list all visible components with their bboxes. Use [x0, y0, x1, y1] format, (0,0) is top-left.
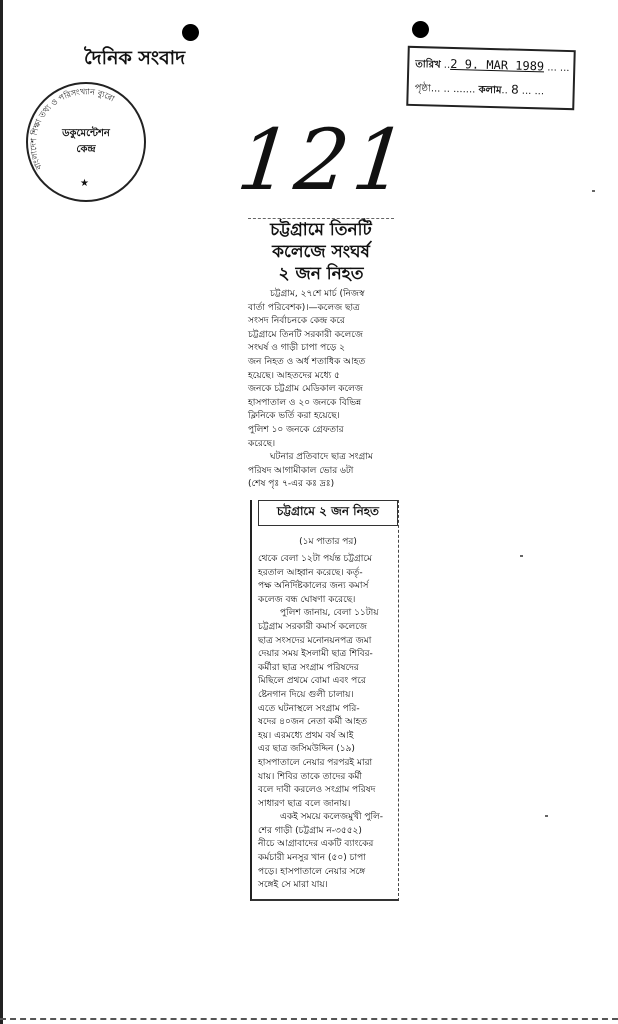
article-line: চট্টগ্রাম, ২৭শে মার্চ (নিজস্ব: [270, 289, 365, 299]
article-line: চট্টগ্রামে তিনটি সরকারী কলেজে: [248, 329, 363, 340]
article-line: নীচে আগ্রাবাদের একটি ব্যাংকের: [258, 839, 374, 850]
article-line: পুলিশ জানায়, বেলা ১১টায়: [280, 608, 379, 619]
article-line: জনকে চট্টগ্রাম মেডিকাল কলেজ: [248, 384, 363, 395]
scan-bottom-edge: [0, 1018, 618, 1020]
dotted-leader: ... .. .......: [430, 83, 476, 96]
article-line: ঘটনার প্রতিবাদে ছাত্র সংগ্রাম: [270, 452, 373, 463]
article-line: জন নিহত ও অর্ধ শতাধিক আহত: [248, 356, 366, 367]
scan-speck: [520, 555, 523, 557]
dotted-leader: ..: [443, 59, 451, 71]
article-line: চট্টগ্রাম সরকারী কমার্স কলেজে: [258, 621, 367, 632]
article-line: সঙ্গেই সে মারা যায়।: [258, 880, 328, 891]
documentation-center-stamp: [26, 82, 146, 202]
dotted-leader: ... ...: [543, 62, 570, 75]
scan-left-edge: [0, 0, 3, 1024]
article-line: সংঘর্ষ ও গাড়ী চাপা পড়ে ২: [248, 343, 345, 354]
continuation-body: [258, 553, 398, 893]
page-label: পৃষ্ঠা: [414, 83, 432, 95]
article-line: ষ্টেনগান দিয়ে গুলী চালায়।: [258, 689, 354, 700]
article-line: ছাত্র সংসদের মনোনয়নপত্র জমা: [258, 635, 372, 646]
article-line: কর্মচারী মনসুর খান (৫০) চাপা: [258, 853, 366, 864]
article-line: সাধারণ ছাত্র বলে জানায়।: [258, 798, 351, 809]
article-line: থেকে বেলা ১২টা পর্যন্ত চট্টগ্রামে: [258, 554, 373, 564]
article-line: যায়। শিবির তাকে তাদের কর্মী: [258, 771, 362, 782]
headline-line: কলেজে সংঘর্ষ: [272, 242, 370, 262]
dotted-leader: ..: [501, 85, 508, 97]
column-value: 8: [510, 82, 519, 97]
dotted-leader: ... ...: [518, 85, 545, 98]
headline-line: ২ জন নিহত: [278, 264, 364, 284]
article-body: [248, 288, 394, 492]
article-line: এতে ঘটনাস্থলে সংগ্রাম পরি-: [258, 703, 360, 714]
article-line: পক্ষ অনির্দিষ্টকালের জন্য কমার্স: [258, 581, 369, 592]
punch-hole-left: [182, 24, 199, 41]
scan-speck: [592, 190, 595, 192]
newspaper-name: দৈনিক সংবাদ: [84, 47, 186, 69]
continuation-subtitle: (১ম পাতার পর): [299, 537, 357, 547]
punch-hole-right: [412, 21, 429, 38]
article-line: হাসপাতাল ও ২০ জনকে বিভিন্ন: [248, 397, 362, 408]
article-line: হয়। এরমধ্যে প্রথম বর্ষ আই: [258, 730, 354, 741]
column-label: কলাম: [478, 84, 502, 97]
article-line: মিছিলে প্রথমে বোমা এবং পরে: [258, 676, 366, 687]
article-line: হয়েছে। আহতদের মধ্যে ৫: [248, 370, 340, 381]
headline-line: চট্টগ্রামে তিনটি: [270, 220, 372, 240]
article-line: ষদের ৪০জন নেতা কর্মী আহত: [258, 717, 368, 728]
article-line: (শেষ পৃঃ ৭-এর কঃ দ্রঃ): [248, 479, 335, 490]
article-line: পড়ে। হাসপাতালে নেয়ার সঙ্গে: [258, 866, 366, 877]
date-stamp-box: [406, 46, 576, 110]
article-headline: [248, 218, 394, 285]
stamp-center-line2: কেন্দ্র: [76, 144, 96, 155]
article-line: বার্তা পরিবেশক)।—কলেজ ছাত্র: [248, 302, 360, 313]
article-line: সংসদ নির্বাচনকে কেন্দ্র করে: [248, 316, 345, 327]
article-line: হরতাল আহ্বান করেছে। কর্তৃ-: [258, 567, 363, 578]
handwritten-page-number: 121: [232, 111, 416, 209]
article-line: বলে দাবী করলেও সংগ্রাম পরিষদ: [258, 785, 376, 796]
continuation-title: চট্টগ্রামে ২ জন নিহত: [258, 500, 398, 526]
article-line: শের গাড়ী (চট্টগ্রাম ন-৩৫৫২): [258, 825, 362, 836]
article-line: পুলিশ ১০ জনকে গ্রেফতার: [248, 424, 344, 435]
svg-text:বাংলাদেশ শিক্ষা তথ্য ও পরিসংখ্: বাংলাদেশ শিক্ষা তথ্য ও পরিসংখ্যান ব্যুরো: [28, 87, 116, 171]
article-line: করেছে।: [248, 438, 276, 449]
article-line: কর্মীরা ছাত্র সংগ্রাম পরিষদের: [258, 662, 359, 673]
date-value: 2 9. MAR 1989: [450, 56, 545, 74]
article-line: হাসপাতালে নেয়ার পরপরই মারা: [258, 757, 373, 768]
article-line: কলেজ বন্ধ ঘোষণা করেছে।: [258, 594, 356, 605]
article-line: দেয়ার সময় ইসলামী ছাত্র শিবির-: [258, 649, 373, 660]
stamp-star-icon: ★: [80, 178, 89, 189]
article-line: এর ছাত্র জসিমউদ্দিন (১৯): [258, 744, 355, 755]
date-label: তারিখ: [415, 59, 441, 71]
news-clipping: [248, 218, 394, 492]
article-line: পরিষদ আগামীকাল ভোর ৬টা: [248, 465, 354, 476]
article-line: একই সময়ে কলেজমুখী পুলি-: [280, 812, 384, 823]
stamp-center-line1: ডকুমেন্টেশন: [62, 128, 110, 139]
article-line: ক্লিনিকে ভর্তি করা হয়েছে।: [248, 411, 340, 422]
continuation-section: [250, 500, 399, 901]
scan-speck: [545, 815, 548, 817]
